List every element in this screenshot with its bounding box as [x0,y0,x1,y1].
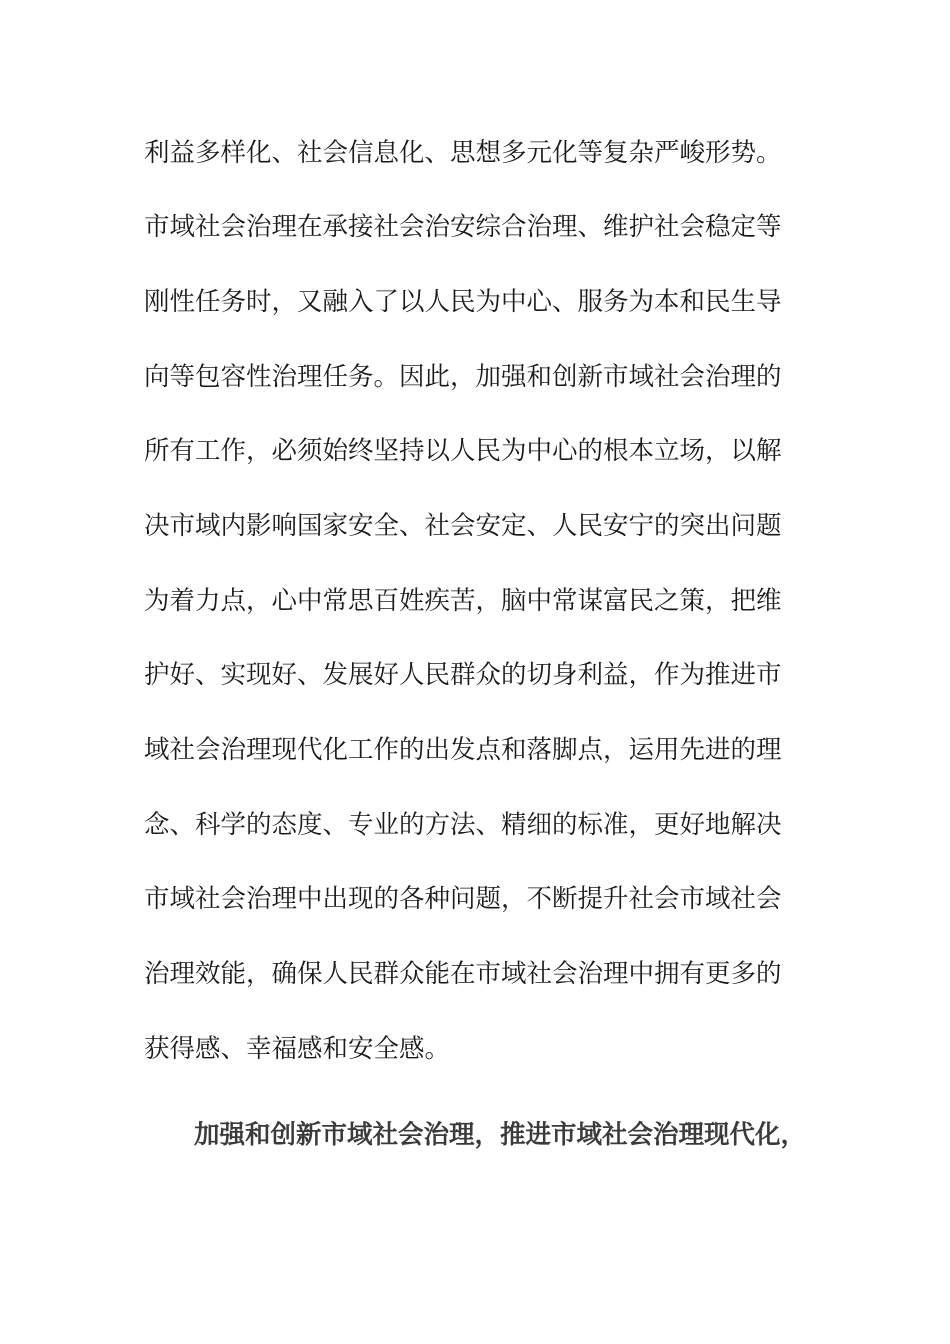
text-line: 念、科学的态度、专业的方法、精细的标准，更好地解决 [144,810,782,840]
text-line: 护好、实现好、发展好人民群众的切身利益，作为推进市 [144,660,782,690]
text-line: 利益多样化、社会信息化、思想多元化等复杂严峻形势。 [144,138,782,168]
text-line: 市域社会治理在承接社会治安综合治理、维护社会稳定等 [144,212,782,242]
paragraph-heading-line: 加强和创新市域社会治理，推进市域社会治理现代化， [194,1120,807,1150]
text-line: 刚性任务时，又融入了以人民为中心、服务为本和民生导 [144,287,782,317]
text-line: 决市域内影响国家安全、社会安定、人民安宁的突出问题 [144,511,782,541]
text-line: 市域社会治理中出现的各种问题，不断提升社会市域社会 [144,884,782,914]
text-line: 向等包容性治理任务。因此，加强和创新市域社会治理的 [144,362,782,392]
text-line: 获得感、幸福感和安全感。 [144,1034,451,1064]
text-line: 为着力点，心中常思百姓疾苦，脑中常谋富民之策，把维 [144,586,782,616]
text-line: 所有工作，必须始终坚持以人民为中心的根本立场，以解 [144,436,782,466]
text-line: 治理效能，确保人民群众能在市域社会治理中拥有更多的 [144,959,782,989]
text-line: 域社会治理现代化工作的出发点和落脚点，运用先进的理 [144,735,782,765]
